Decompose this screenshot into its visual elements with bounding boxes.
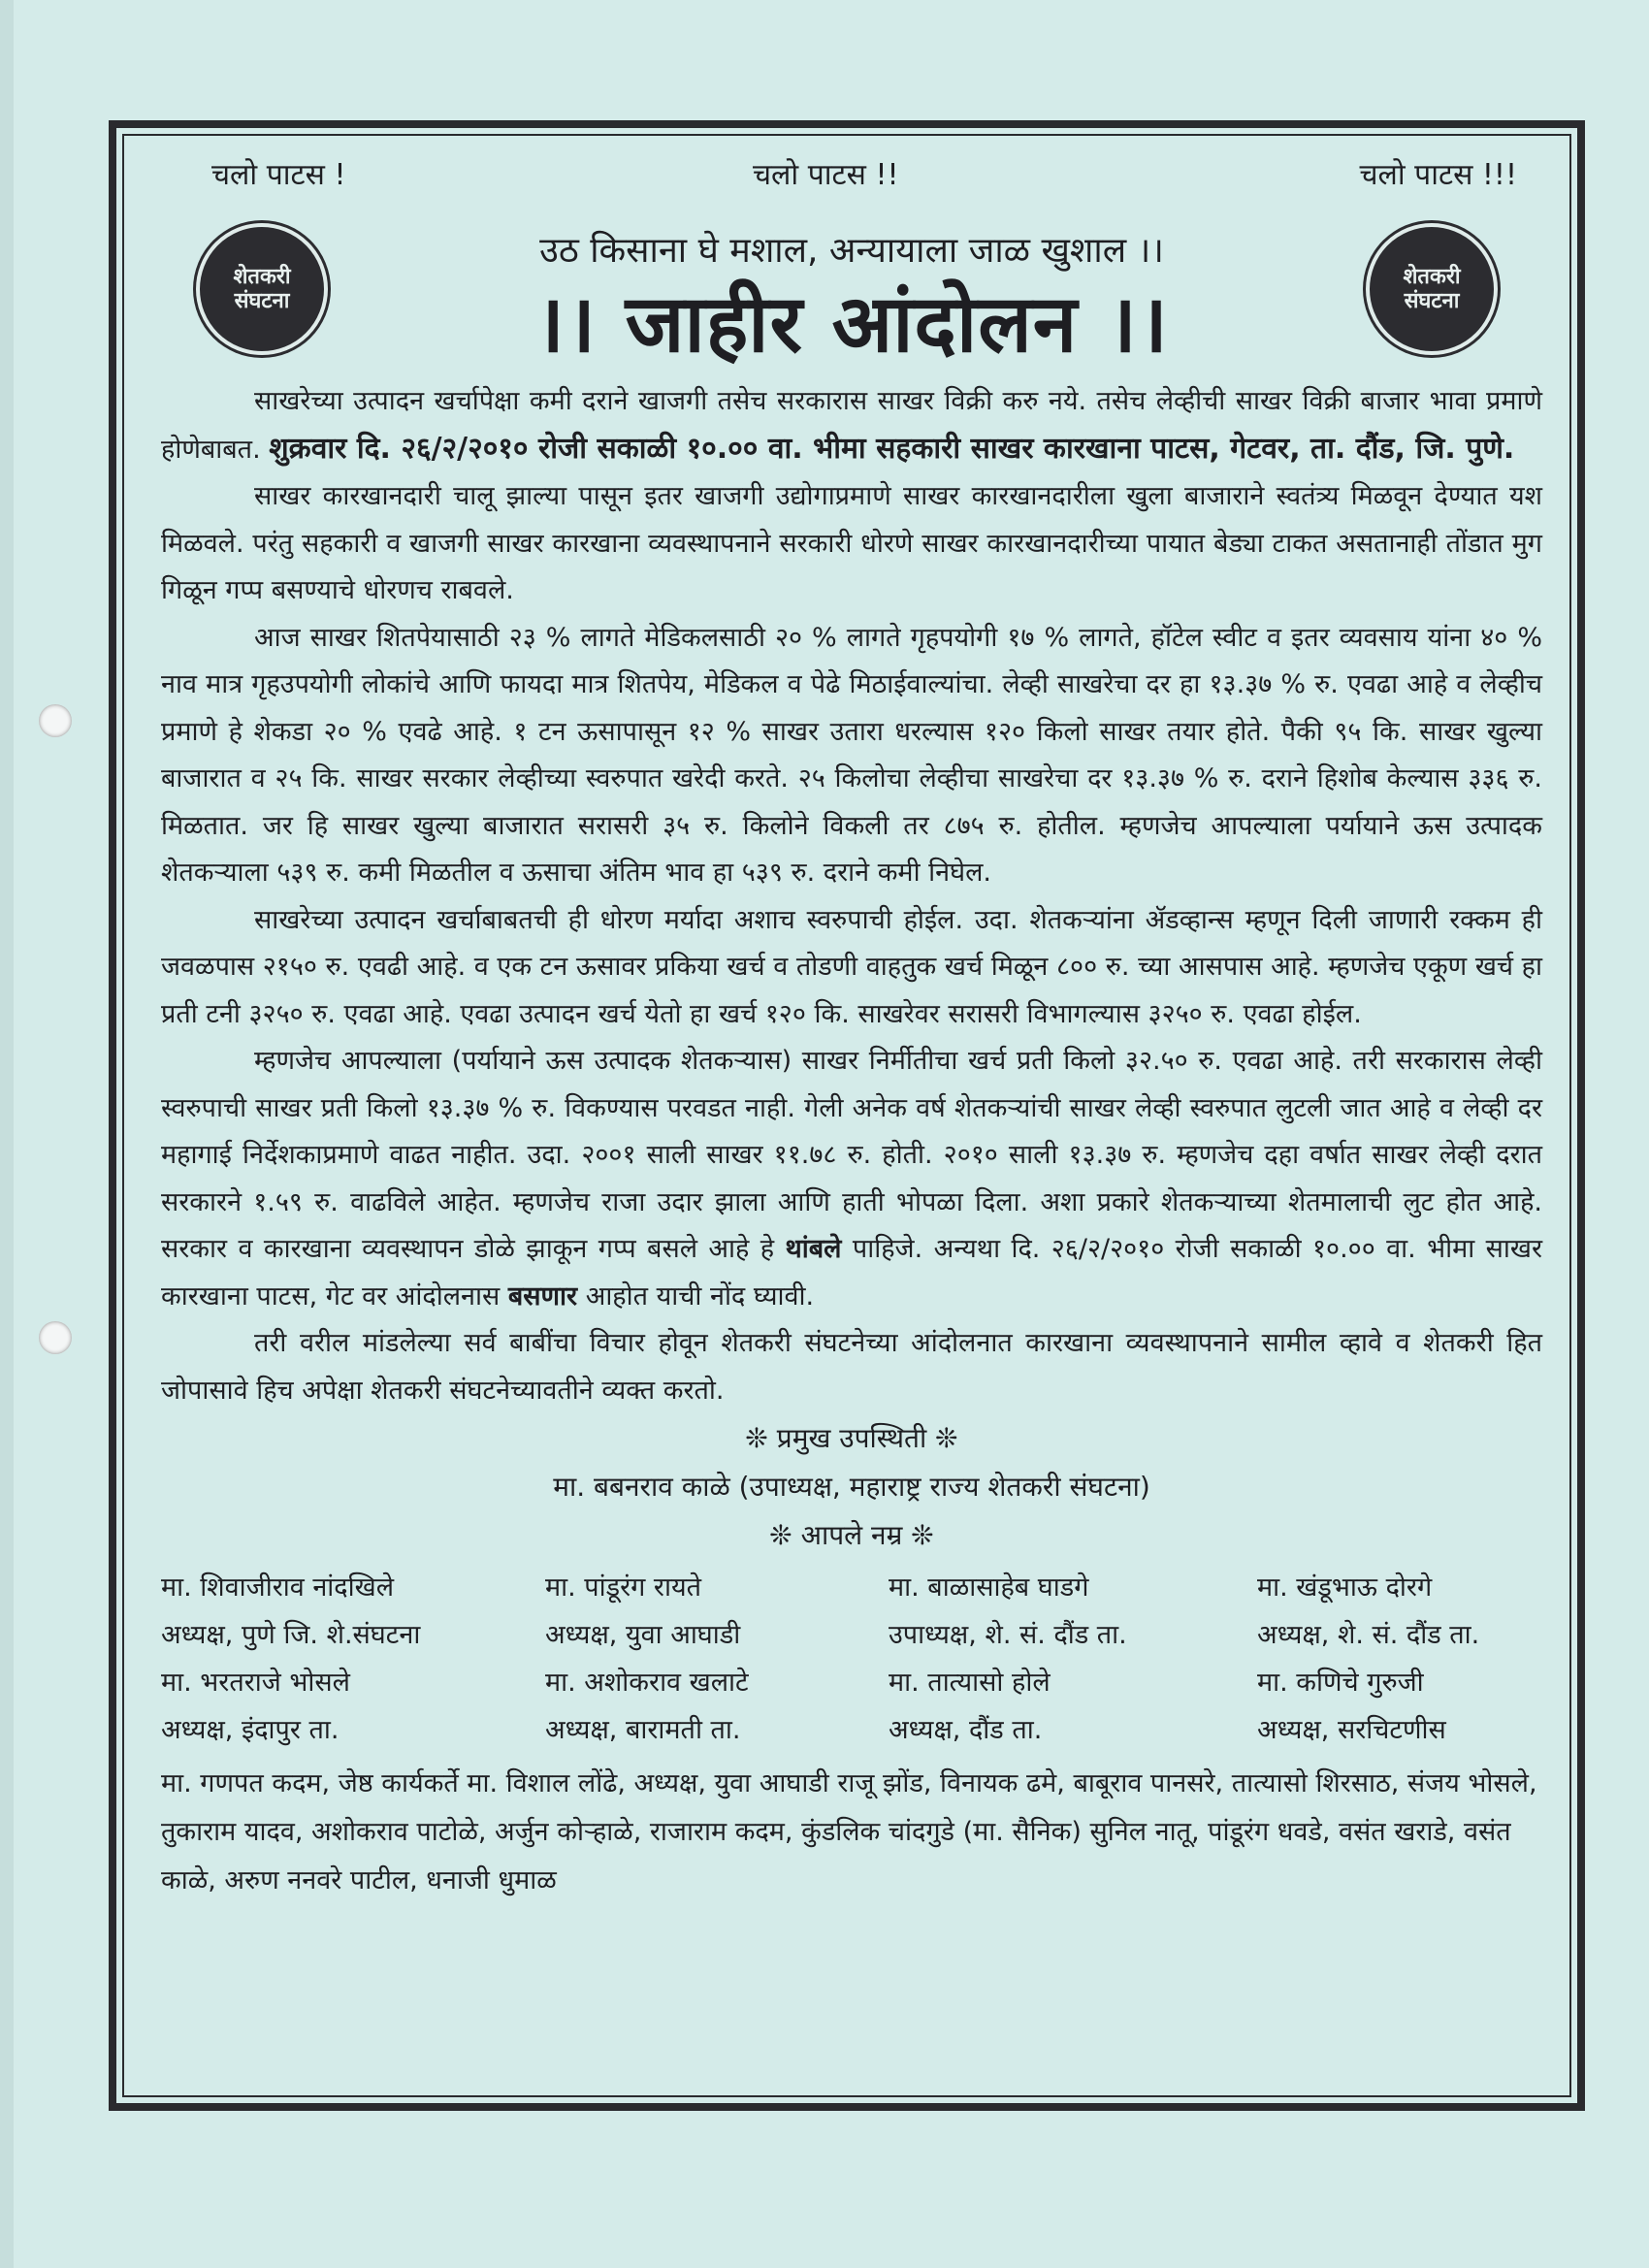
- other-members: मा. गणपत कदम, जेष्ठ कार्यकर्ते मा. विशाल लोंढे, अध्यक्ष, युवा आघाडी राजू झोंड, विनायक ढमे, बाबूराव पानसरे, तात्यासो शिरसाठ, संजय भोसले, तुकाराम यादव, अशोकराव पाटोळे, अर्जुन कोऱ्हाळे, राजाराम कदम, कुंडलिक चांदगुडे (मा. सैनिक) सुनिल नातू, पांडूरंग धवडे, वसंत खराडे, वसंत काळे, अरुण ननवरे पाटील, धनाजी धुमाळ: [161, 1768, 1537, 1895]
- signatory: मा. भरतराजे भोसले: [161, 1668, 350, 1698]
- signatory-role: अध्यक्ष, पुणे जि. शे.संघटना: [161, 1620, 421, 1650]
- paragraph-5: [161, 1038, 1542, 1320]
- signatory-role: अध्यक्ष, युवा आघाडी: [545, 1620, 741, 1650]
- presence-heading: ❊ प्रमुख उपस्थिती ❊: [745, 1422, 958, 1454]
- signatories-grid: [161, 1564, 1542, 1754]
- humble-heading: ❊ आपले नम्र ❊: [769, 1519, 934, 1551]
- signatory: मा. अशोकराव खलाटे: [545, 1668, 749, 1698]
- paragraph-5-bold: थांबले: [785, 1234, 842, 1264]
- signatory-role: अध्यक्ष, दौंड ता.: [889, 1715, 1043, 1745]
- signatory-role: अध्यक्ष, बारामती ता.: [545, 1715, 741, 1745]
- emblem-right: [1366, 223, 1498, 355]
- notice-frame: [109, 120, 1585, 2111]
- intro-date-venue: शुक्रवार दि. २६/२/२०१० रोजी सकाळी १०.०० वा. भीमा सहकारी साखर कारखाना पाटस, गेटवर, ता. दौंड, जि. पुणे.: [269, 431, 1515, 466]
- slogan-row: [161, 147, 1542, 221]
- slogan-left: चलो पाटस !: [211, 158, 346, 192]
- emblem-text: संघटना: [234, 289, 290, 313]
- emblem-text: संघटना: [1404, 289, 1460, 313]
- paragraph-5-bold: बसणार: [507, 1280, 578, 1312]
- punch-hole: [39, 1321, 72, 1354]
- signatory-role: अध्यक्ष, शे. सं. दौंड ता.: [1257, 1620, 1480, 1650]
- signatory: मा. शिवाजीराव नांदखिले: [161, 1572, 395, 1603]
- signatory: मा. बाळासाहेब घाडगे: [889, 1572, 1089, 1603]
- intro-text: साखरेच्या उत्पादन खर्चापेक्षा कमी दराने खाजगी तसेच सरकारास साखर विक्री करु नये. तसेच लेव्हीची साखर विक्री बाजार भावा प्रमाणे होणेबाबत.: [161, 386, 1542, 465]
- paragraph-5-text: पाहिजे. अन्यथा दि. २६/२/२०१० रोजी सकाळी १०.०० वा. भीमा साखर कारखाना पाटस, गेट वर आंदोलनास: [161, 1234, 1542, 1312]
- signatory: मा. खंडूभाऊ दोरगे: [1257, 1572, 1433, 1603]
- page-title: ।। जाहीर आंदोलन ।।: [534, 278, 1170, 371]
- paragraph-3: आज साखर शितपेयासाठी २३ % लागते मेडिकलसाठी २० % लागते गृहपयोगी १७ % लागते, हॉटेल स्वीट व इतर व्यवसाय यांना ४० % नाव मात्र गृहउपयोगी लोकांचे आणि फायदा मात्र शितपेय, मेडिकल व पेढे मिठाईवाल्यांचा. लेव्ही साखरेचा दर हा १३.३७ % रु. एवढा आहे व लेव्हीच प्रमाणे हे शेकडा २० % एवढे आहे. १ टन ऊसापासून १२ % साखर उतारा धरल्यास १२० किलो साखर तयार होते. पैकी ९५ कि. साखर खुल्या बाजारात व २५ कि. साखर सरकार लेव्हीच्या स्वरुपात खरेदी करते. २५ किलोचा लेव्हीचा साखरेचा दर १३.३७ % रु. दराने हिशोब केल्यास ३३६ रु. मिळतात. जर हि साखर खुल्या बाजारात सरासरी ३५ रु. किलोने विकली तर ८७५ रु. होतील. म्हणजेच आपल्याला पर्यायाने ऊस उत्पादक शेतकऱ्याला ५३९ रु. कमी मिळतील व ऊसाचा अंतिम भाव हा ५३९ रु. दराने कमी निघेल.: [161, 622, 1542, 888]
- signatory-role: अध्यक्ष, इंदापुर ता.: [161, 1715, 340, 1745]
- tagline: उठ किसाना घे मशाल, अन्यायाला जाळ खुशाल ।।: [539, 231, 1164, 271]
- paragraph-6: तरी वरील मांडलेल्या सर्व बाबींचा विचार होवून शेतकरी संघटनेच्या आंदोलनात कारखाना व्यवस्थापनाने सामील व्हावे व शेतकरी हित जोपासावे हिच अपेक्षा शेतकरी संघटनेच्यावतीने व्यक्त करतो.: [161, 1328, 1542, 1406]
- emblem-left: [196, 223, 328, 355]
- signatory-role: अध्यक्ष, सरचिटणीस: [1257, 1715, 1446, 1745]
- signatory-role: उपाध्यक्ष, शे. सं. दौंड ता.: [889, 1620, 1127, 1650]
- paragraph-5-text: म्हणजेच आपल्याला (पर्यायाने ऊस उत्पादक शेतकऱ्यास) साखर निर्मीतीचा खर्च प्रती किलो ३२.५० रु. एवढा आहे. तरी सरकारास लेव्ही स्वरुपाची साखर प्रती किलो १३.३७ % रु. विकण्यास परवडत नाही. गेली अनेक वर्ष शेतकऱ्यांची साखर लेव्ही स्वरुपात लुटली जात आहे व लेव्ही दर महागाई निर्देशकाप्रमाणे वाढत नाहीत. उदा. २००१ साली साखर ११.७८ रु. होती. २०१० साली १३.३७ रु. म्हणजेच दहा वर्षात साखर लेव्ही दरात सरकारने १.५९ रु. वाढविले आहेत. म्हणजेच राजा उदार झाला आणि हाती भोपळा दिला. अशा प्रकारे शेतकऱ्याच्या शेतमालाची लुट होत आहे. सरकार व कारखाना व्यवस्थापन डोळे झाकून गप्प बसले आहे हे: [161, 1046, 1542, 1264]
- signatory: मा. तात्यासो होले: [889, 1668, 1051, 1698]
- slogan-right: चलो पाटस !!!: [1359, 158, 1517, 192]
- paper-edge: [0, 0, 14, 2268]
- paragraph-4: साखरेच्या उत्पादन खर्चाबाबतची ही धोरण मर्यादा अशाच स्वरुपाची होईल. उदा. शेतकऱ्यांना ॲडव्हान्स म्हणून दिली जाणारी रक्कम ही जवळपास २१५० रु. एवढी आहे. व एक टन ऊसावर प्रकिया खर्च व तोडणी वाहतुक खर्च मिळून ८०० रु. च्या आसपास आहे. म्हणजेच एकूण खर्च हा प्रती टनी ३२५० रु. एवढा आहे. एवढा उत्पादन खर्च येतो हा खर्च १२० कि. साखरेवर सरासरी विभागल्यास ३२५० रु. एवढा होईल.: [161, 904, 1542, 1029]
- paragraph-5-text: आहोत याची नोंद घ्यावी.: [585, 1280, 815, 1312]
- emblem-text: शेतकरी: [1403, 264, 1461, 289]
- paragraph-2: साखर कारखानदारी चालू झाल्या पासून इतर खाजगी उद्योगाप्रमाणे साखर कारखानदारीला खुला बाजाराने स्वतंत्र्य मिळवून देण्यात यश मिळवले. परंतु सहकारी व खाजगी साखर कारखाना व्यवस्थापनाने सरकारी धोरणे साखर कारखानदारीच्या पायात बेड्या टाकत असतानाही तोंडात मुग गिळून गप्प बसण्याचे धोरणच राबवले.: [161, 481, 1542, 605]
- intro-paragraph: [161, 378, 1542, 473]
- presence-name: मा. बबनराव काळे (उपाध्यक्ष, महाराष्ट्र राज्य शेतकरी संघटना): [553, 1471, 1150, 1503]
- signatory: मा. कणिचे गुरुजी: [1257, 1668, 1424, 1698]
- slogan-center: चलो पाटस !!: [753, 158, 899, 192]
- punch-hole: [39, 704, 72, 737]
- emblem-text: शेतकरी: [233, 264, 291, 289]
- signatory: मा. पांडूरंग रायते: [545, 1572, 701, 1603]
